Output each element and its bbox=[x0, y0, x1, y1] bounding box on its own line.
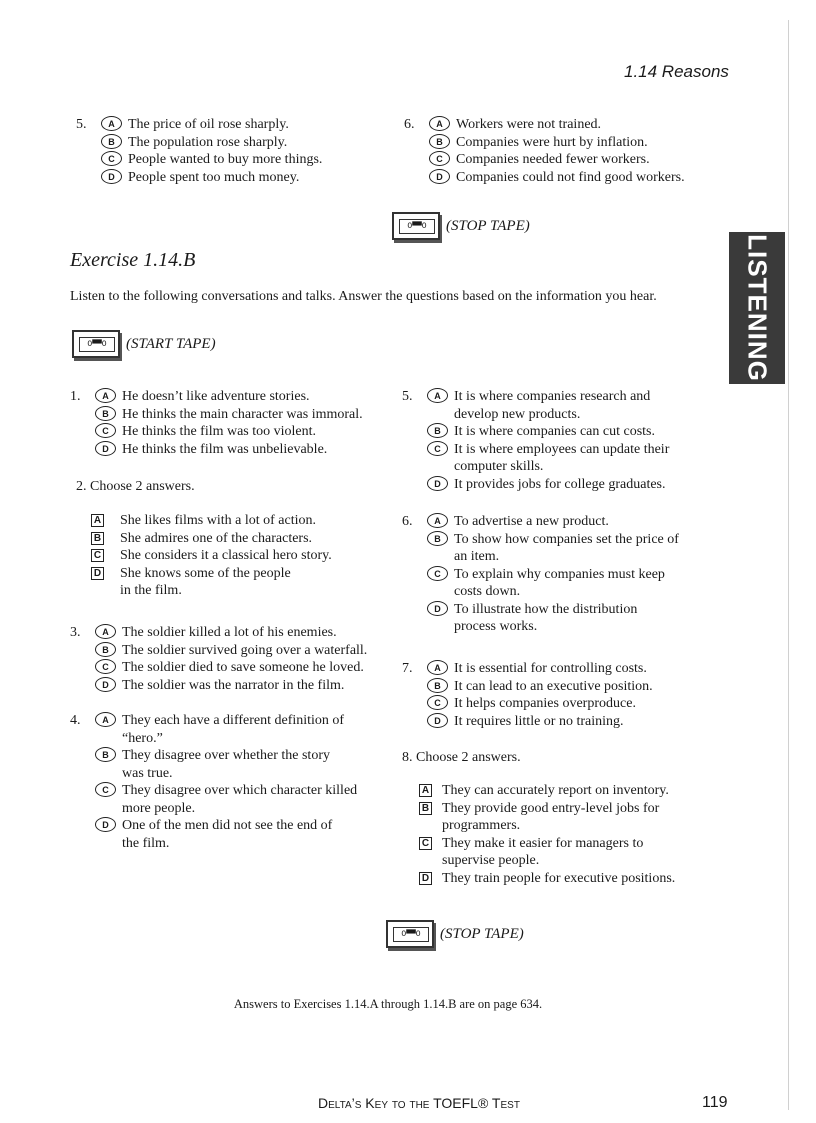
exercise-title: Exercise 1.14.B bbox=[70, 249, 196, 271]
cassette-icon: O▀▀O bbox=[392, 212, 440, 240]
option[interactable]: D People spent too much money. bbox=[98, 169, 438, 187]
question-1 bbox=[70, 388, 392, 458]
option[interactable]: D She knows some of the people in the film. bbox=[88, 565, 300, 600]
option[interactable]: B She admires one of the characters. bbox=[88, 530, 358, 548]
option[interactable]: C He thinks the film was too violent. bbox=[92, 423, 392, 441]
option[interactable]: B It can lead to an executive position. bbox=[424, 678, 724, 696]
option[interactable]: C They disagree over which character killed more people. bbox=[92, 782, 364, 817]
option[interactable]: 7. A It is essential for controlling costs. bbox=[402, 661, 647, 676]
option[interactable]: D It requires little or no training. bbox=[424, 713, 724, 731]
option[interactable]: D It provides jobs for college graduates. bbox=[424, 476, 686, 494]
question-8-prompt: 8. Choose 2 answers. bbox=[402, 750, 521, 765]
option[interactable]: 1. A He doesn’t like adventure stories. bbox=[70, 389, 310, 404]
cassette-icon: O▀▀O bbox=[72, 330, 120, 358]
option[interactable]: B It is where companies can cut costs. bbox=[424, 423, 686, 441]
option[interactable]: B The soldier survived going over a waterfall. bbox=[92, 642, 392, 660]
question-5 bbox=[402, 388, 686, 493]
footer-book-title: Delta’s Key to the TOEFL® Test bbox=[318, 1095, 520, 1111]
listening-tab bbox=[729, 232, 785, 384]
option[interactable]: C It is where employees can update their computer skills. bbox=[424, 441, 686, 476]
option[interactable]: D The soldier was the narrator in the film. bbox=[92, 677, 392, 695]
option[interactable]: 6. A Workers were not trained. bbox=[404, 117, 602, 132]
stop-tape-marker: O▀▀O (STOP TAPE) bbox=[392, 212, 530, 240]
question-6 bbox=[402, 513, 682, 636]
option[interactable]: C The soldier died to save someone he loved. bbox=[92, 659, 392, 677]
option[interactable]: 3. A The soldier killed a lot of his enemies. bbox=[70, 625, 337, 640]
option[interactable]: A They can accurately report on inventory. bbox=[416, 782, 706, 800]
option[interactable]: B They provide good entry-level jobs for programmers. bbox=[416, 800, 682, 835]
option[interactable]: 4. A They each have a different definition of “hero.” bbox=[70, 713, 345, 746]
option[interactable]: C People wanted to buy more things. bbox=[98, 151, 438, 169]
question-5a bbox=[76, 116, 438, 186]
question-3 bbox=[70, 624, 392, 694]
question-6a bbox=[404, 116, 766, 186]
option[interactable]: C It helps companies overproduce. bbox=[424, 695, 724, 713]
question-8 bbox=[416, 782, 706, 887]
page-edge-rule bbox=[788, 20, 789, 1110]
option[interactable]: C Companies needed fewer workers. bbox=[426, 151, 766, 169]
option[interactable]: 5. A The price of oil rose sharply. bbox=[76, 117, 289, 132]
option[interactable]: B They disagree over whether the story was true. bbox=[92, 747, 347, 782]
question-4 bbox=[70, 712, 364, 852]
option[interactable]: B To show how companies set the price of an item. bbox=[424, 531, 682, 566]
stop-tape-marker-2: O▀▀O (STOP TAPE) bbox=[386, 920, 524, 948]
option[interactable]: B The population rose sharply. bbox=[98, 134, 438, 152]
option[interactable]: B He thinks the main character was immoral. bbox=[92, 406, 392, 424]
cassette-icon: O▀▀O bbox=[386, 920, 434, 948]
page-number: 119 bbox=[702, 1094, 728, 1111]
option[interactable]: 5. A It is where companies research and develop new products. bbox=[402, 389, 651, 422]
option[interactable]: B Companies were hurt by inflation. bbox=[426, 134, 766, 152]
option[interactable]: A She likes films with a lot of action. bbox=[88, 512, 358, 530]
section-header: 1.14 Reasons bbox=[624, 62, 729, 81]
question-2-prompt: 2. Choose 2 answers. bbox=[76, 479, 195, 494]
option[interactable]: D They train people for executive positions. bbox=[416, 870, 706, 888]
option[interactable]: D One of the men did not see the end of the film. bbox=[92, 817, 350, 852]
option[interactable]: C They make it easier for managers to supervise people. bbox=[416, 835, 677, 870]
exercise-instructions: Listen to the following conversations and talks. Answer the questions based on the information you hear. bbox=[70, 289, 657, 304]
listening-tab-label: LISTENING bbox=[742, 234, 773, 382]
option[interactable]: D Companies could not find good workers. bbox=[426, 169, 766, 187]
option[interactable]: D He thinks the film was unbelievable. bbox=[92, 441, 392, 459]
start-tape-marker: O▀▀O (START TAPE) bbox=[72, 330, 216, 358]
question-7 bbox=[402, 660, 724, 730]
question-2 bbox=[88, 512, 358, 600]
option[interactable]: C To explain why companies must keep costs down. bbox=[424, 566, 682, 601]
option[interactable]: 6. A To advertise a new product. bbox=[402, 514, 609, 529]
option[interactable]: C She considers it a classical hero story. bbox=[88, 547, 358, 565]
option[interactable]: D To illustrate how the distribution process works. bbox=[424, 601, 682, 636]
answers-note: Answers to Exercises 1.14.A through 1.14.B are on page 634. bbox=[233, 997, 543, 1011]
